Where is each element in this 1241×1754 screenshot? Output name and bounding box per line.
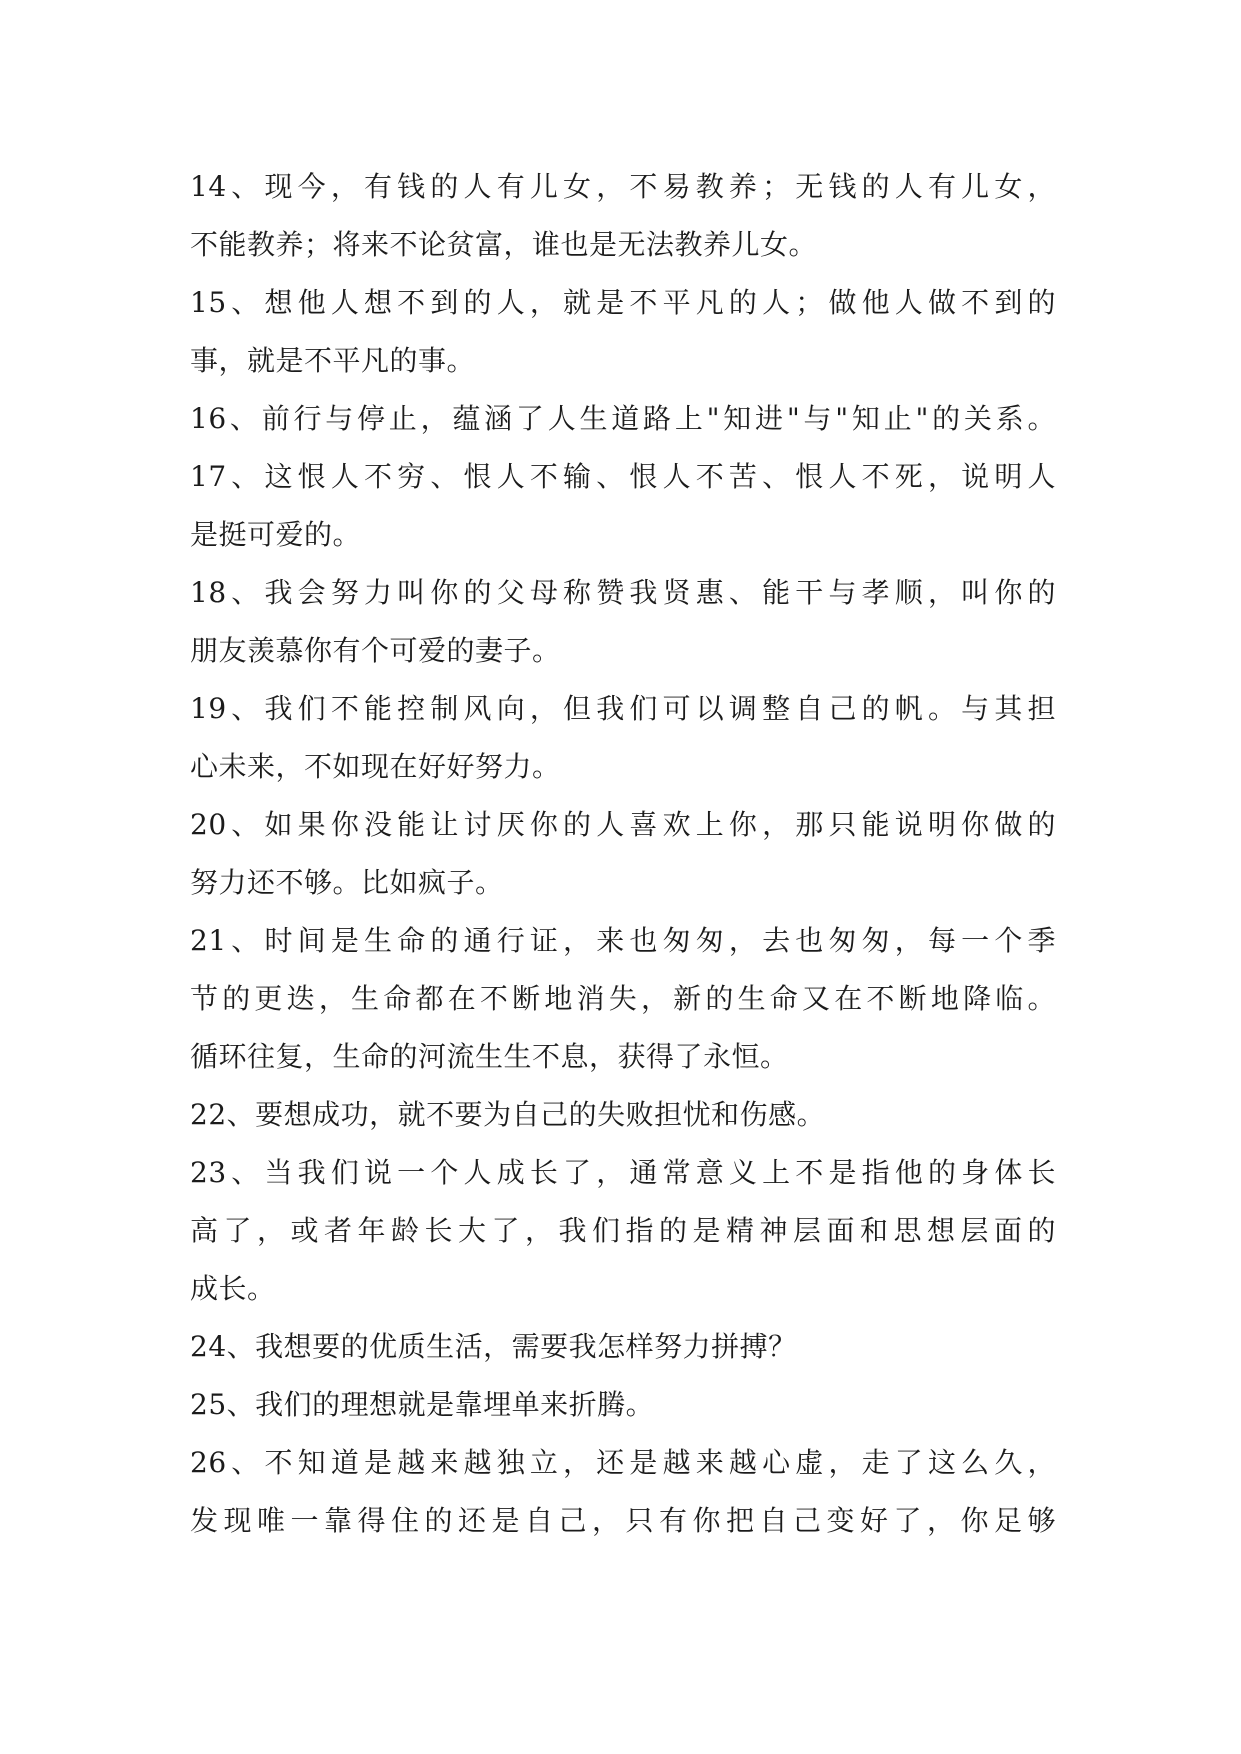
list-item	[190, 680, 1056, 796]
text-line: 16、前行与停止，蕴涵了人生道路上"知进"与"知止"的关系。	[190, 402, 1056, 435]
text-line: 是挺可爱的。	[190, 518, 362, 551]
list-item	[190, 1318, 1056, 1376]
text-line: 高了，或者年龄长大了，我们指的是精神层面和思想层面的	[190, 1214, 1056, 1247]
text-line: 25、我们的理想就是靠埋单来折腾。	[190, 1388, 655, 1421]
list-item	[190, 1144, 1056, 1318]
text-line: 22、要想成功，就不要为自己的失败担忧和伤感。	[190, 1098, 826, 1131]
text-line: 17、这恨人不穷、恨人不输、恨人不苦、恨人不死，说明人	[190, 460, 1056, 493]
list-item	[190, 1434, 1056, 1550]
list-item	[190, 158, 1056, 274]
list-item	[190, 390, 1056, 448]
text-line: 26、不知道是越来越独立，还是越来越心虚，走了这么久，	[190, 1446, 1056, 1479]
text-line: 20、如果你没能让讨厌你的人喜欢上你，那只能说明你做的	[190, 808, 1056, 841]
text-line: 发现唯一靠得住的还是自己，只有你把自己变好了，你足够	[190, 1504, 1056, 1537]
text-line: 不能教养；将来不论贫富，谁也是无法教养儿女。	[190, 228, 818, 261]
text-line: 23、当我们说一个人成长了，通常意义上不是指他的身体长	[190, 1156, 1056, 1189]
text-line: 成长。	[190, 1272, 276, 1305]
text-line: 事，就是不平凡的事。	[190, 344, 476, 377]
list-item	[190, 912, 1056, 1086]
document-body	[190, 158, 1056, 1550]
text-line: 21、时间是生命的通行证，来也匆匆，去也匆匆，每一个季	[190, 924, 1056, 957]
list-item	[190, 1086, 1056, 1144]
list-item	[190, 448, 1056, 564]
text-line: 19、我们不能控制风向，但我们可以调整自己的帆。与其担	[190, 692, 1056, 725]
text-line: 18、我会努力叫你的父母称赞我贤惠、能干与孝顺，叫你的	[190, 576, 1056, 609]
text-line: 14、现今，有钱的人有儿女，不易教养；无钱的人有儿女，	[190, 170, 1056, 203]
text-line: 心未来，不如现在好好努力。	[190, 750, 561, 783]
text-line: 节的更迭，生命都在不断地消失，新的生命又在不断地降临。	[190, 982, 1056, 1015]
text-line: 24、我想要的优质生活，需要我怎样努力拼搏？	[190, 1330, 797, 1363]
text-line: 朋友羡慕你有个可爱的妻子。	[190, 634, 561, 667]
list-item	[190, 796, 1056, 912]
text-line: 努力还不够。比如疯子。	[190, 866, 504, 899]
list-item	[190, 564, 1056, 680]
text-line: 循环往复，生命的河流生生不息，获得了永恒。	[190, 1040, 789, 1073]
list-item	[190, 274, 1056, 390]
text-line: 15、想他人想不到的人，就是不平凡的人；做他人做不到的	[190, 286, 1056, 319]
list-item	[190, 1376, 1056, 1434]
